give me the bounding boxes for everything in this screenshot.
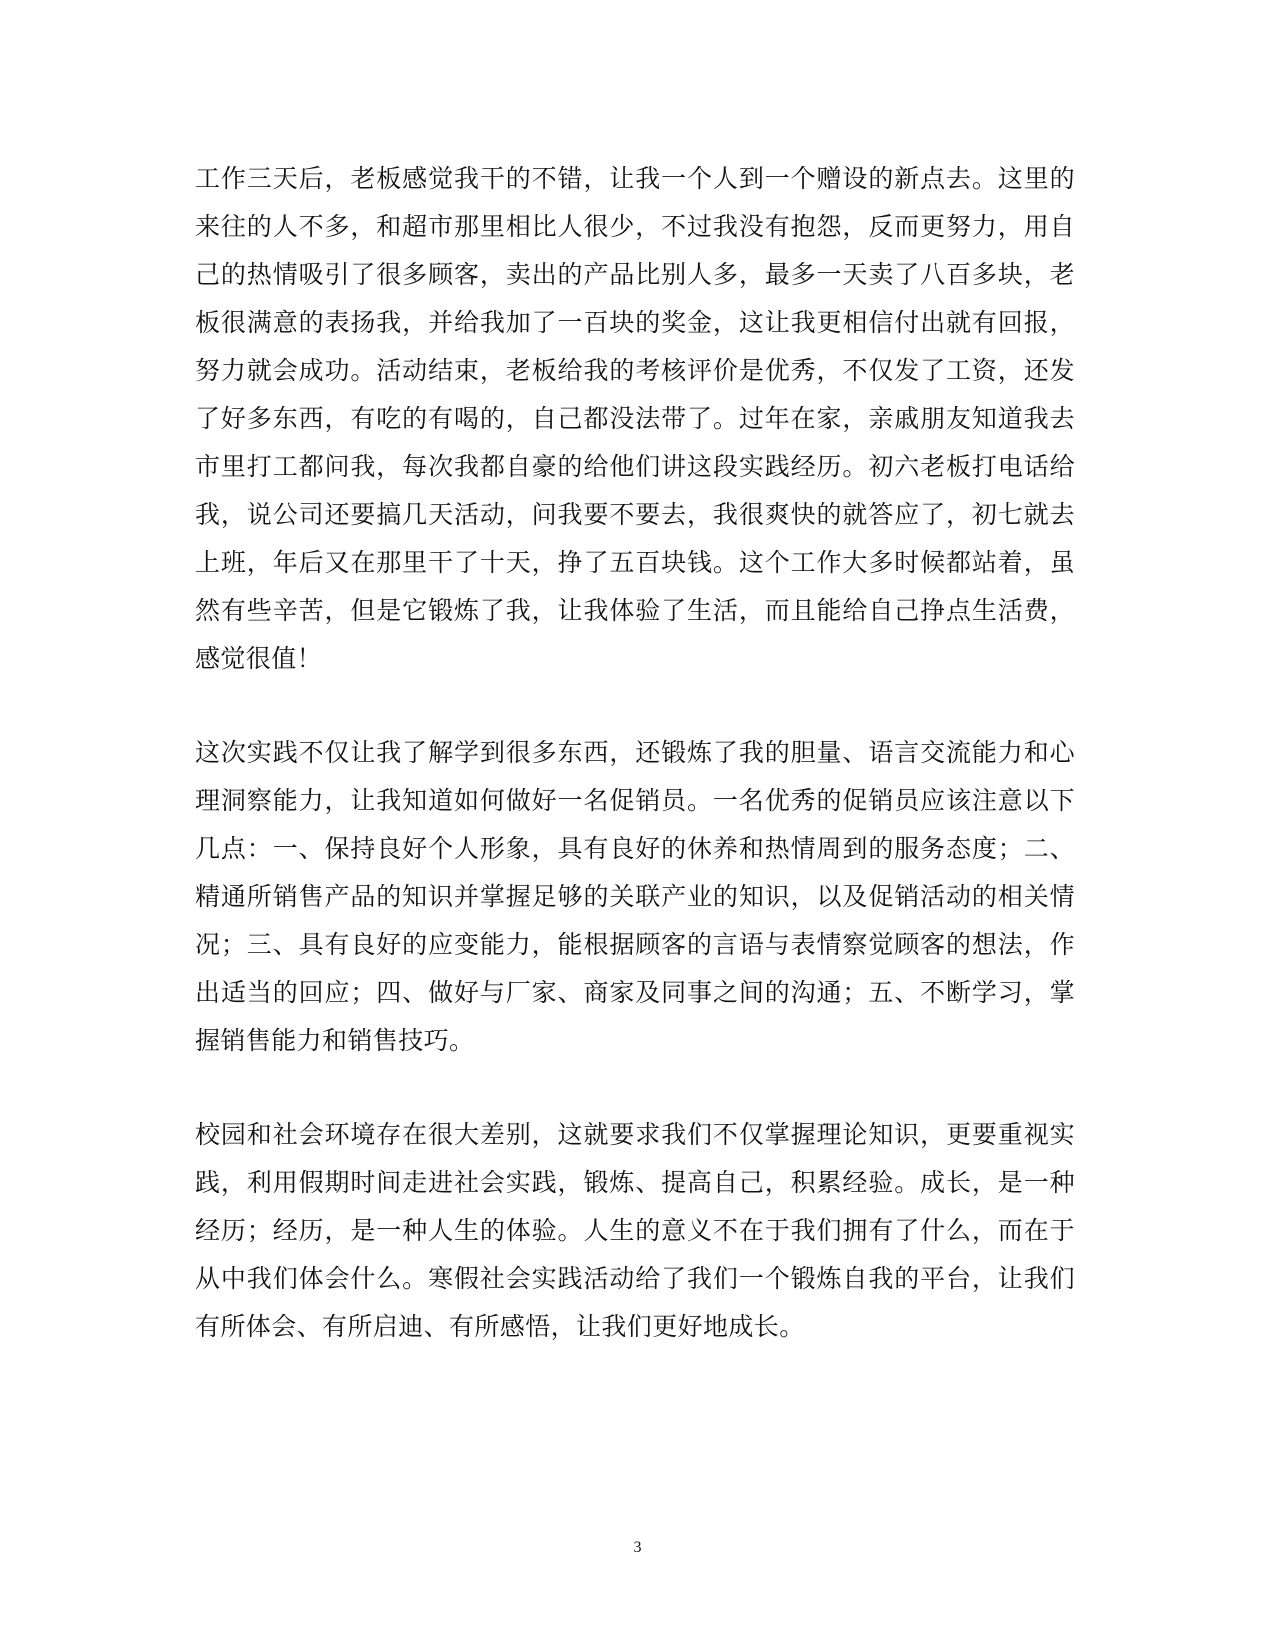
paragraph-1: 工作三天后，老板感觉我干的不错，让我一个人到一个赠设的新点去。这里的来往的人不多，和超市那里相比人很少，不过我没有抱怨，反而更努力，用自己的热情吸引了很多顾客，卖出的产品比别人多，最多一天卖了八百多块，老板很满意的表扬我，并给我加了一百块的奖金，这让我更相信付出就有回报，努力就会成功。活动结束，老板给我的考核评价是优秀，不仅发了工资，还发了好多东西，有吃的有喝的，自己都没法带了。过年在家，亲戚朋友知道我去市里打工都问我，每次我都自豪的给他们讲这段实践经历。初六老板打电话给我，说公司还要搞几天活动，问我要不要去，我很爽快的就答应了，初七就去上班，年后又在那里干了十天，挣了五百块钱。这个工作大多时候都站着，虽然有些辛苦，但是它锻炼了我，让我体验了生活，而且能给自己挣点生活费，感觉很值！ (195, 164, 1075, 673)
document-body (195, 155, 1075, 1351)
paragraph-3: 校园和社会环境存在很大差别，这就要求我们不仅掌握理论知识，更要重视实践，利用假期时间走进社会实践，锻炼、提高自己，积累经验。成长，是一种经历；经历，是一种人生的体验。人生的意义不在于我们拥有了什么，而在于从中我们体会什么。寒假社会实践活动给了我们一个锻炼自我的平台，让我们有所体会、有所启迪、有所感悟，让我们更好地成长。 (195, 1120, 1075, 1341)
page-number: 3 (633, 1539, 642, 1556)
paragraph-2: 这次实践不仅让我了解学到很多东西，还锻炼了我的胆量、语言交流能力和心理洞察能力，让我知道如何做好一名促销员。一名优秀的促销员应该注意以下几点：一、保持良好个人形象，具有良好的休养和热情周到的服务态度；二、精通所销售产品的知识并掌握足够的关联产业的知识，以及促销活动的相关情况；三、具有良好的应变能力，能根据顾客的言语与表情察觉顾客的想法，作出适当的回应；四、做好与厂家、商家及同事之间的沟通；五、不断学习，掌握销售能力和销售技巧。 (195, 738, 1075, 1055)
